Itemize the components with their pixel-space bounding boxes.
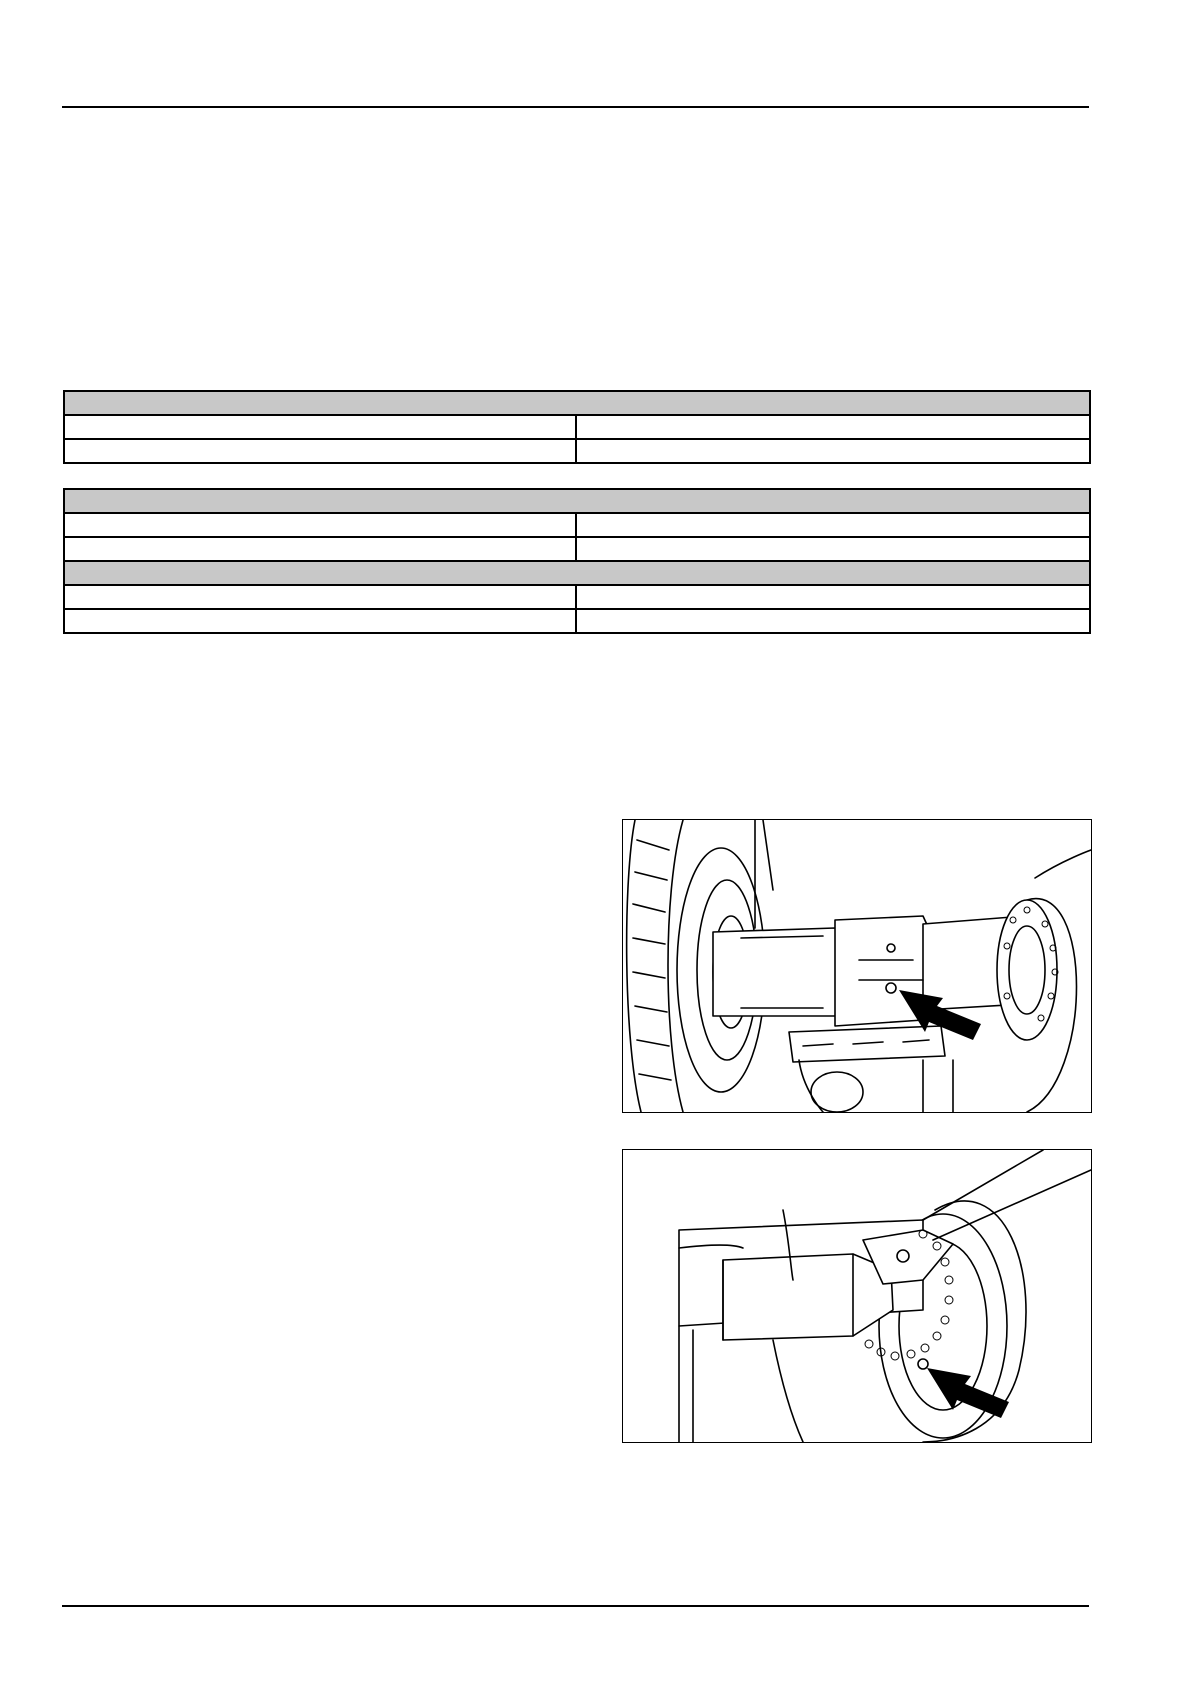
- table-row: [64, 585, 1090, 609]
- table-cell: [64, 439, 576, 463]
- table-header-cell: [64, 561, 1090, 585]
- wheel-hub-illustration: [623, 1150, 1091, 1442]
- figure-axle-underside: [622, 819, 1092, 1113]
- footer-rule: [62, 1605, 1089, 1607]
- table-cell: [64, 537, 576, 561]
- lower-chassis: [789, 1026, 953, 1112]
- table-header-row: [64, 561, 1090, 585]
- table-row: [64, 415, 1090, 439]
- table-cell: [576, 415, 1090, 439]
- axle-underside-illustration: [623, 820, 1091, 1112]
- table-cell: [576, 513, 1090, 537]
- table-header-row: [64, 489, 1090, 513]
- table-cell: [576, 585, 1090, 609]
- table-row: [64, 609, 1090, 633]
- right-tyre: [997, 899, 1077, 1112]
- table-cell: [576, 609, 1090, 633]
- table-header-row: [64, 391, 1090, 415]
- drain-plug: [918, 1359, 928, 1369]
- table-cell: [64, 609, 576, 633]
- table-cell: [576, 439, 1090, 463]
- header-rule: [62, 106, 1089, 108]
- table-cell: [576, 537, 1090, 561]
- table-cell: [64, 415, 576, 439]
- table-row: [64, 537, 1090, 561]
- table-row: [64, 513, 1090, 537]
- table-header-cell: [64, 489, 1090, 513]
- table-cell: [64, 585, 576, 609]
- table-row: [64, 439, 1090, 463]
- spec-table-1: [63, 390, 1091, 464]
- drain-plug: [886, 983, 896, 993]
- figure-wheel-hub: [622, 1149, 1092, 1443]
- spec-table-2: [63, 488, 1091, 634]
- table-header-cell: [64, 391, 1090, 415]
- table-cell: [64, 513, 576, 537]
- axle-housing: [713, 916, 1035, 1026]
